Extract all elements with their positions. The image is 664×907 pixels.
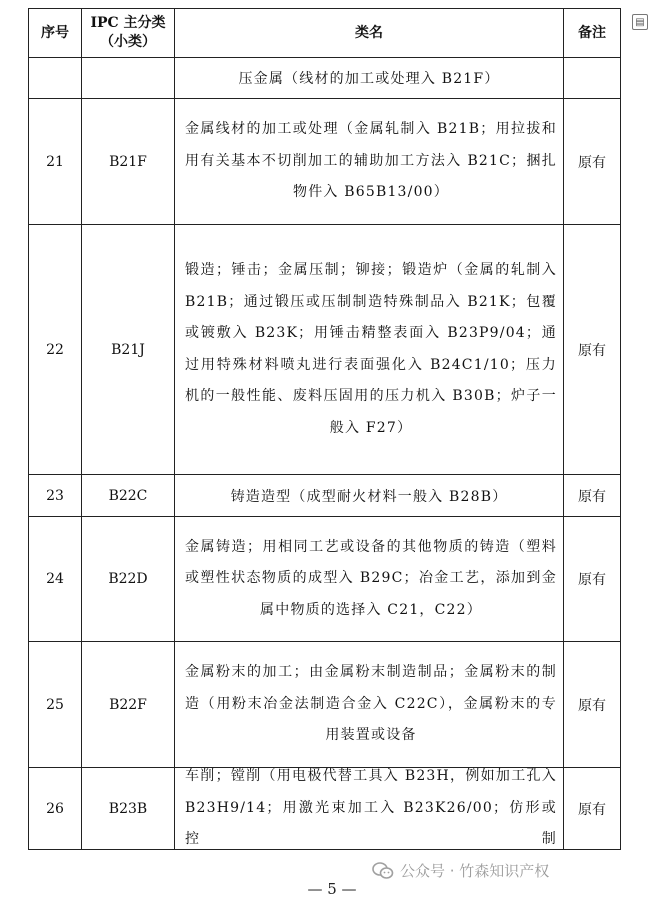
row-name: 锻造；锤击；金属压制；铆接；锻造炉（金属的轧制入 B21B；通过锻压或压制制造特殊制品入 B21K；包覆或镀敷入 B23K；用锤击精整表面入 B23P9/04；通过用特殊材料喷丸进行表面强化入 B24C1/10；压力机的一般性能、废料压固用的压力机入 B30B；炉子一般入 F27） [175,225,564,474]
header-ipc [82,9,175,57]
table-row [29,768,620,849]
row-no: 22 [29,225,82,474]
header-name: 类名 [175,9,564,57]
row-no: 25 [29,642,82,767]
table-row [29,517,620,642]
row-name: 铸造造型（成型耐火材料一般入 B28B） [175,475,564,516]
wechat-icon [372,862,394,880]
row-name: 金属线材的加工或处理（金属轧制入 B21B；用拉拔和用有关基本不切削加工的辅助加工方法入 B21C；捆扎物件入 B65B13/00） [175,99,564,224]
row-ipc: B22F [82,642,175,767]
table-header-row [29,9,620,58]
header-remark: 备注 [578,24,606,41]
table-row [29,225,620,475]
row-remark: 原有 [578,572,606,588]
row-ipc: B22C [82,475,175,516]
document-icon[interactable]: ▤ [632,14,648,30]
row-name: 压金属（线材的加工或处理入 B21F） [175,58,564,98]
row-remark: 原有 [578,488,606,505]
table-row [29,475,620,517]
row-name: 金属铸造；用相同工艺或设备的其他物质的铸造（塑料或塑性状态物质的成型入 B29C；冶金工艺，添加到金属中物质的选择入 C21，C22） [175,517,564,641]
catalog-table [28,8,621,850]
watermark [372,860,549,881]
table-row [29,58,620,99]
row-ipc: B21F [82,99,175,224]
header-no: 序号 [29,9,82,57]
row-remark: 原有 [578,342,606,359]
row-name: 金属粉末的加工；由金属粉末制造制品；金属粉末的制造（用粉末冶金法制造合金入 C22C），金属粉末的专用装置或设备 [175,642,564,767]
row-remark: 原有 [578,697,606,714]
row-ipc: B22D [82,517,175,641]
page-number: — 5 — [307,880,357,898]
row-no: 26 [29,768,82,849]
row-no: 21 [29,99,82,224]
table-row [29,99,620,225]
table-row [29,642,620,768]
watermark-text: 公众号 · 竹森知识产权 [400,862,550,880]
row-remark [564,58,620,98]
row-name: 车削；镗削（用电极代替工具入 B23H，例如加工孔入 B23H9/14；用激光束加工入 B23K26/00；仿形或控制 [175,768,564,849]
row-ipc [82,58,175,98]
header-ipc-line1: IPC 主分类 [90,15,166,31]
row-ipc: B21J [82,225,175,474]
row-no: 23 [29,475,82,516]
row-remark: 原有 [578,801,606,818]
header-ipc-line2: （小类） [100,34,156,50]
row-no [29,58,82,98]
row-no: 24 [29,517,82,641]
row-remark: 原有 [578,154,606,171]
row-ipc: B23B [82,768,175,849]
